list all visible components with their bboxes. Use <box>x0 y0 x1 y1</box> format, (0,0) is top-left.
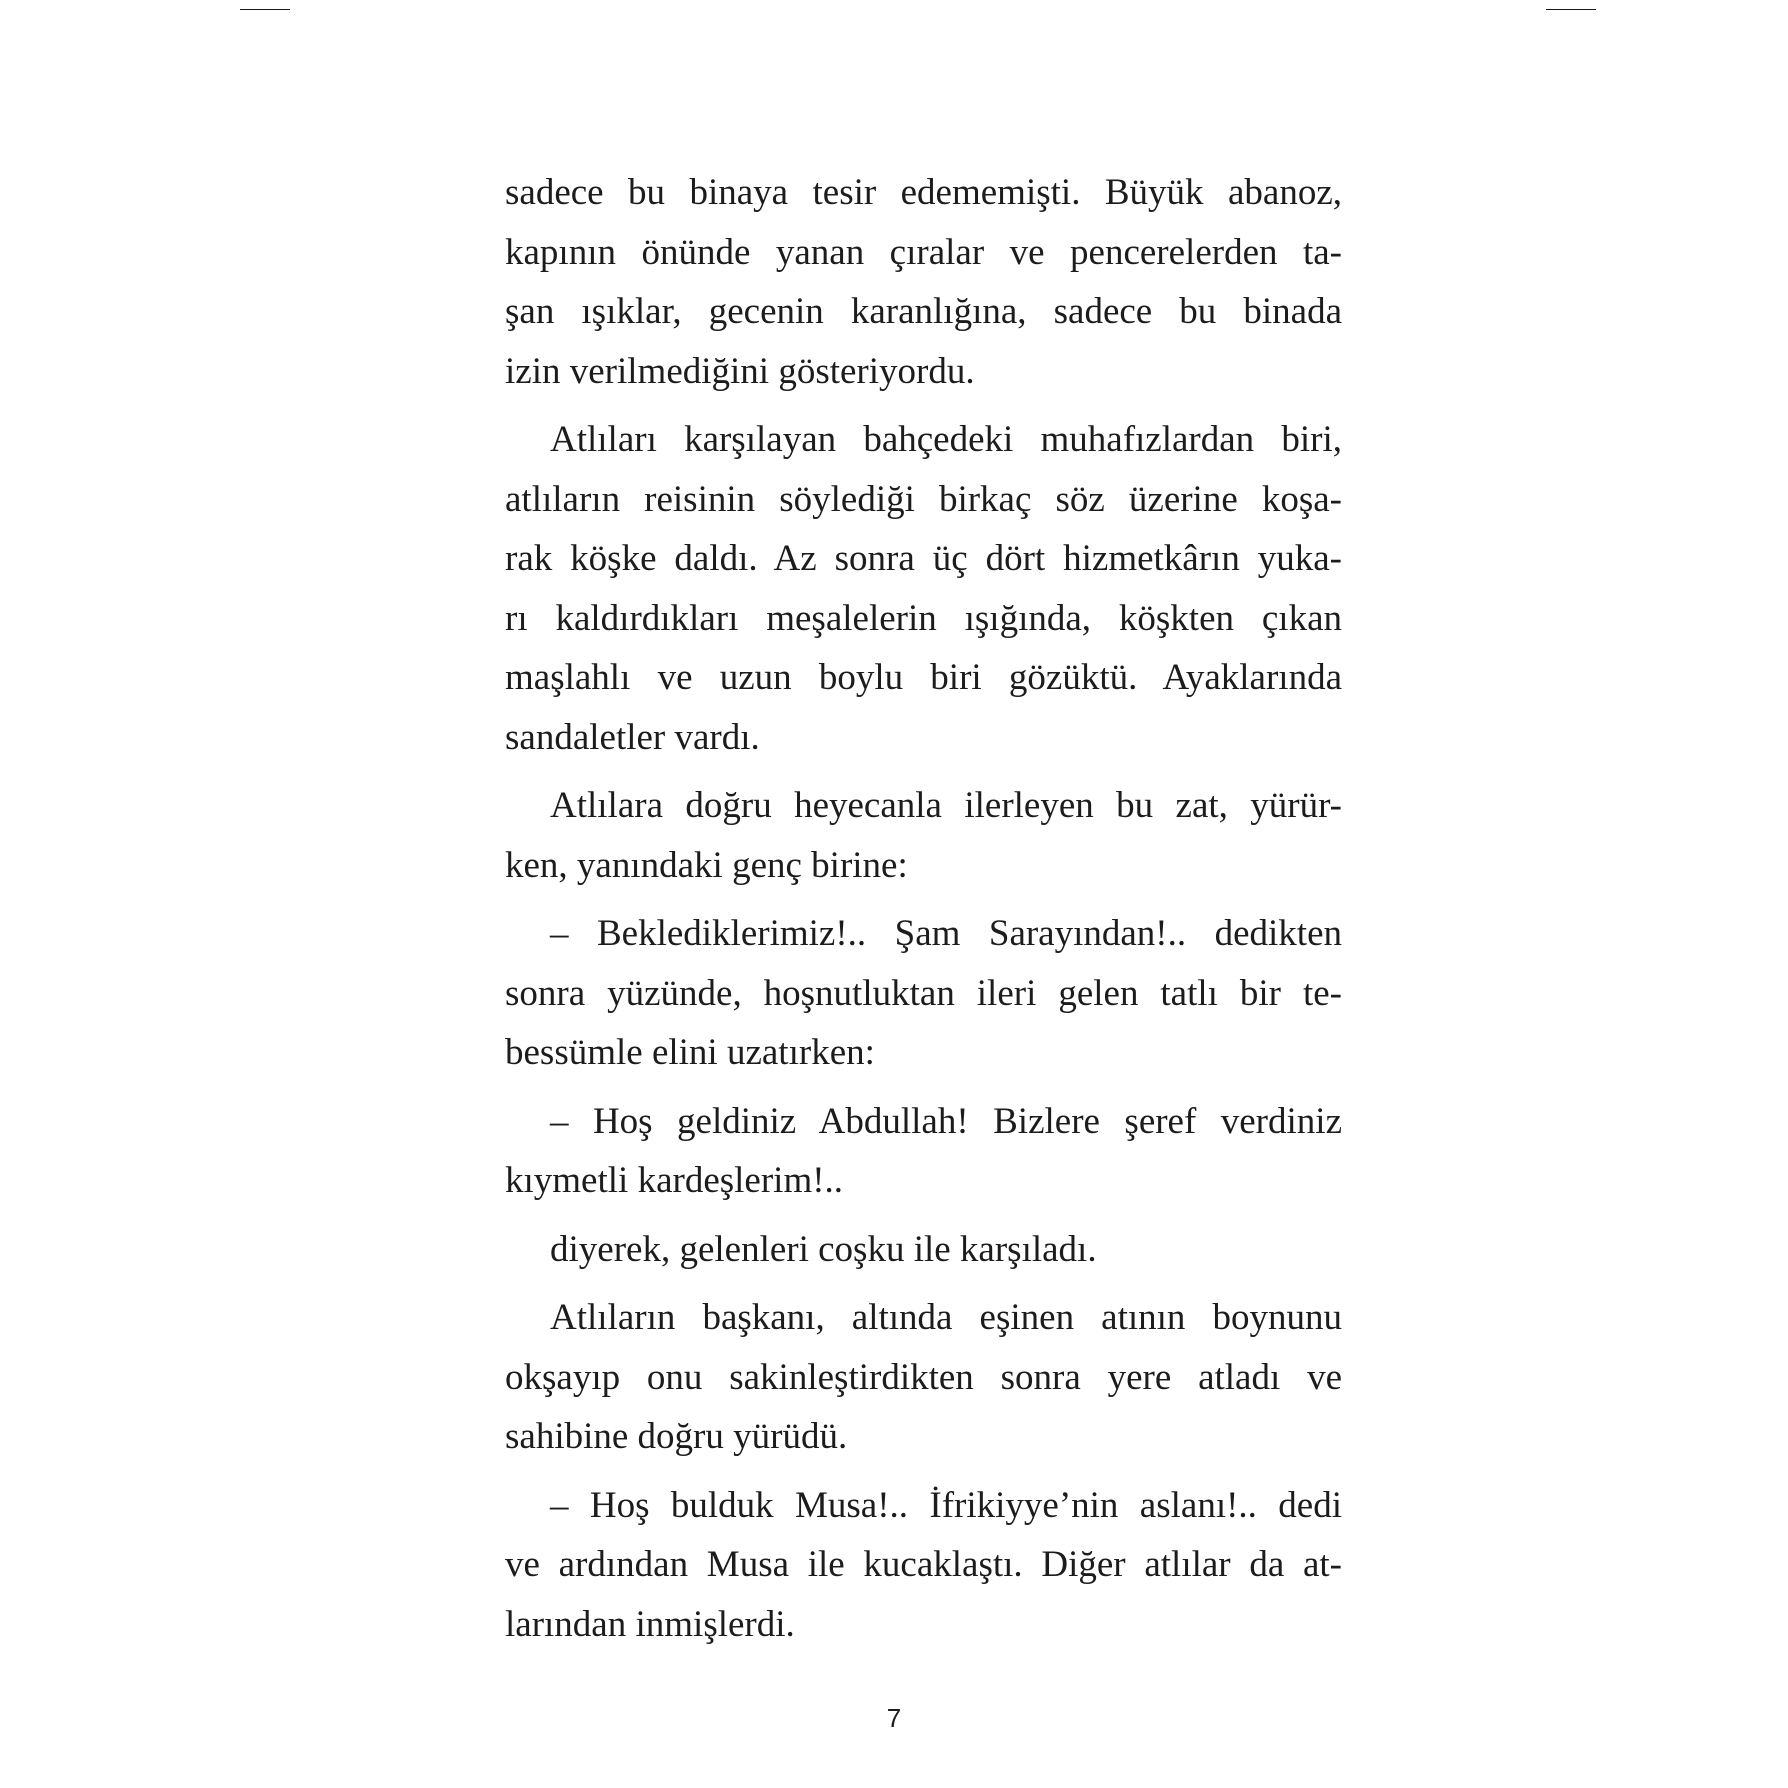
text-line: kapının önünde yanan çıralar ve pencerelerden ta- <box>505 231 1342 273</box>
text-line: bessümle elini uzatırken: <box>505 1032 875 1073</box>
paragraph <box>505 1288 1342 1467</box>
text-line: sandaletler vardı. <box>505 716 760 758</box>
text-line: izin verilmediğini gösteriyordu. <box>505 350 975 392</box>
text-line: okşayıp onu sakinleştirdikten sonra yere atladı ve <box>505 1356 1342 1398</box>
text-line: Atlıların başkanı, altında eşinen atının boynunu <box>550 1297 1342 1338</box>
paragraph <box>505 1476 1342 1655</box>
text-line: atlıların reisinin söylediği birkaç söz üzerine koşa- <box>505 478 1342 520</box>
paragraph <box>505 410 1342 767</box>
text-line: sahibine doğru yürüdü. <box>505 1416 848 1457</box>
text-line: Atlıları karşılayan bahçedeki muhafızlardan biri, <box>550 419 1342 460</box>
paragraph <box>505 1220 1342 1280</box>
paragraph <box>505 904 1342 1083</box>
text-line: ve ardından Musa ile kucaklaştı. Diğer atlılar da at- <box>505 1544 1342 1585</box>
text-line: şan ışıklar, gecenin karanlığına, sadece bu binada <box>505 291 1342 332</box>
text-line: ken, yanındaki genç birine: <box>505 844 908 886</box>
text-line: rak köşke daldı. Az sonra üç dört hizmetkârın yuka- <box>505 538 1342 579</box>
text-line: – Beklediklerimiz!.. Şam Sarayından!.. dedikten <box>550 913 1342 954</box>
paragraph <box>505 776 1342 895</box>
text-line: sadece bu binaya tesir edememişti. Büyük abanoz, <box>505 172 1342 213</box>
text-line: diyerek, gelenleri coşku ile karşıladı. <box>550 1228 1097 1270</box>
text-line: sonra yüzünde, hoşnutluktan ileri gelen tatlı bir te- <box>505 972 1342 1014</box>
crop-mark-right <box>1546 9 1596 10</box>
paragraph <box>505 1092 1342 1211</box>
crop-mark-left <box>240 9 290 10</box>
text-line: kıymetli kardeşlerim!.. <box>505 1160 844 1201</box>
page-number: 7 <box>886 1703 902 1733</box>
text-line: – Hoş geldiniz Abdullah! Bizlere şeref verdiniz <box>550 1100 1342 1142</box>
body-text <box>505 163 1342 1663</box>
paragraph <box>505 163 1342 401</box>
text-line: – Hoş bulduk Musa!.. İfrikiyye’nin aslanı!.. dedi <box>550 1484 1342 1526</box>
text-line: rı kaldırdıkları meşalelerin ışığında, köşkten çıkan <box>505 597 1342 639</box>
text-line: Atlılara doğru heyecanla ilerleyen bu zat, yürür- <box>550 785 1342 826</box>
text-line: maşlahlı ve uzun boylu biri gözüktü. Ayaklarında <box>505 657 1342 698</box>
text-line: larından inmişlerdi. <box>505 1603 795 1645</box>
